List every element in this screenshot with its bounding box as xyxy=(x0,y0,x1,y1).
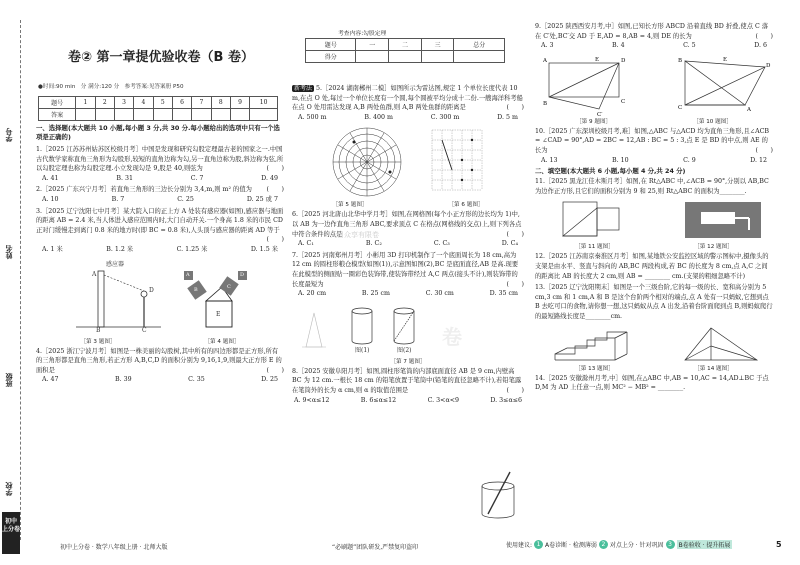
option-c[interactable]: C. 1.25 米 xyxy=(176,245,208,253)
svg-text:B: B xyxy=(678,57,683,64)
score-head: 一 xyxy=(356,39,389,51)
figure-14-triangle xyxy=(535,324,773,364)
figure-3-point-b: B xyxy=(96,326,101,334)
figure-14-caption: ［第 14 题图］ xyxy=(694,365,733,372)
option-a[interactable]: A. 20 cm xyxy=(298,290,327,298)
option-b[interactable]: B. 1.2 米 xyxy=(106,245,134,253)
answer-grid-label-num: 题号 xyxy=(39,97,76,109)
option-a[interactable]: A. C₁ xyxy=(298,240,314,248)
step-2-badge: 2 xyxy=(599,540,608,549)
figure-3-point-c: C xyxy=(142,326,147,334)
option-b[interactable]: B. 400 m xyxy=(364,113,393,121)
figure-8-pencil-cup xyxy=(470,470,530,520)
option-d[interactable]: D. 5 m xyxy=(497,113,518,121)
question-1-text: 1.［2025 江苏苏州姑苏区校级月考］中国是发现和研究勾股定理最古老的国家之一.中国古代数学家称直角三角形为勾股形,较短的直角边称为勾,另一直角边称为股,斜边称为弦,所以勾股定理也称为勾股定理.小立发现勾是 9,股是 40,则弦为 xyxy=(36,146,284,173)
question-6-options xyxy=(292,239,524,249)
answer-grid-num: 10 xyxy=(250,97,278,109)
answer-cell[interactable] xyxy=(192,109,211,121)
option-c[interactable]: C. 7 xyxy=(190,174,204,182)
figure-7: 图(1) 图(2) 卷 xyxy=(292,301,524,357)
logo-line-1: 初中 xyxy=(4,518,17,525)
answer-grid-num: 6 xyxy=(172,97,191,109)
answer-cell[interactable] xyxy=(95,109,114,121)
figure-13-caption: ［第 13 题图］ xyxy=(575,365,614,372)
svg-text:C′: C′ xyxy=(597,111,603,117)
question-8 xyxy=(292,367,524,405)
option-d[interactable]: D. C₄ xyxy=(501,240,518,248)
column-right xyxy=(535,22,773,393)
question-3 xyxy=(36,207,284,255)
question-10-blank[interactable]: ( ) xyxy=(755,146,773,154)
question-7 xyxy=(292,251,524,299)
question-9-blank[interactable]: ( ) xyxy=(755,32,773,40)
question-7-options xyxy=(292,289,524,299)
svg-text:A: A xyxy=(543,57,547,64)
answer-cell[interactable] xyxy=(172,109,191,121)
question-10-options xyxy=(535,156,773,166)
footer-center: “必刷题”团队研发,严禁复印盗印 xyxy=(332,544,419,551)
question-1-blank[interactable]: ( ) xyxy=(266,165,284,173)
option-b[interactable]: B. 10 xyxy=(612,156,629,164)
section-1-heading: 一、选择题(本大题共 10 小题,每小题 3 分,共 30 分.每小题给出的选项中只有一个选项是正确的) xyxy=(36,124,280,141)
answer-grid-num: 3 xyxy=(114,97,133,109)
question-13-text: 13.［2025 辽宁沈阳期末］如图是一个三级台阶,它的每一级的长、宽和高分别为 5 cm,3 cm 和 1 cm,A 和 B 是这个台阶两个相对的端点,点 A 处有一只蚂蚁,它想到点 B 去吃可口的食物,请你想一想,这只蚂蚁从点 A 出发,沿着台阶面爬到点 B,则蚂蚁爬行的最短路线长度是________cm. xyxy=(535,284,773,320)
margin-label-school: 学校 xyxy=(5,482,13,496)
step-1-badge: 1 xyxy=(534,540,543,549)
question-5-badge: 新考法 xyxy=(294,85,313,92)
column-middle xyxy=(292,84,524,405)
option-c[interactable]: C. 3<α<9 xyxy=(427,396,459,404)
question-4-blank[interactable]: ( ) xyxy=(266,366,284,374)
question-8-text: 8.［2025 安徽阜阳月考］如图,圆柱形笔筒的内部底面直径 AB 是 9 cm,内壁高 BC 为 12 cm.一根长 18 cm 的铅笔放置于笔筒中(铅笔的直径忽略不计),若铅笔露在笔筒外的长为 α cm,则 α 的取值范围是 xyxy=(292,367,522,394)
question-7-text: 7.［2025 河南郑州月考］小彬用 3D 打印机制作了一个底面周长为 18 cm,高为 12 cm 的圆柱形粮仓模型(如图(1)),示意图如图(2),BC 是底面直径,AB 是高.现要在此模型的侧面贴一圈彩色装饰带,使装饰带经过 A,C 两点(接头不计),则装饰带的长度最短为 xyxy=(292,251,519,288)
question-14 xyxy=(535,374,773,393)
figure-4-pythagoras-tree xyxy=(36,257,284,337)
option-d[interactable]: D. 25 或 7 xyxy=(246,195,278,203)
answer-cell[interactable] xyxy=(250,109,278,121)
meta-time: ●时间:90 min xyxy=(38,84,76,90)
option-b[interactable]: B. C₂ xyxy=(365,240,382,248)
score-table xyxy=(305,38,505,63)
column-left xyxy=(36,124,284,385)
option-b[interactable]: B. 6≤α≤12 xyxy=(360,396,397,404)
question-4-options xyxy=(36,375,284,385)
question-9-options xyxy=(535,41,773,51)
question-5-blank[interactable]: ( ) xyxy=(506,104,524,112)
figures-9-10-captions xyxy=(535,117,773,125)
margin-label-name: 姓名 xyxy=(5,245,13,259)
question-6-text: 6.［2025 河北唐山北华中学月考］如图,在网格图(每个小正方形的边长均为 1)中,以 AB 为一边作直角三角形 ABC,要求顶点 C 在格点(网格线的交点)上,则下列各点中符合条件的点是 xyxy=(292,211,522,238)
question-3-blank[interactable]: ( ) xyxy=(266,236,284,244)
figure-12-camera-sign xyxy=(535,198,773,242)
option-d[interactable]: D. 6 xyxy=(754,42,767,50)
option-d[interactable]: D. 3≤α≤6 xyxy=(490,396,522,404)
score-cell[interactable] xyxy=(454,51,505,63)
answer-cell[interactable] xyxy=(114,109,133,121)
figures-5-6 xyxy=(292,124,524,200)
question-4 xyxy=(36,347,284,385)
svg-text:A: A xyxy=(747,106,751,113)
score-head: 二 xyxy=(389,39,422,51)
score-caption: 考查内容:勾股定理 xyxy=(338,31,387,37)
svg-text:C: C xyxy=(621,98,626,105)
figure-12-caption: ［第 12 题图］ xyxy=(694,244,733,251)
option-a[interactable]: A. 500 m xyxy=(298,113,327,121)
answer-grid-num: 5 xyxy=(153,97,172,109)
option-c[interactable]: C. 30 cm xyxy=(425,290,454,298)
option-d[interactable]: D. 1.5 米 xyxy=(250,245,278,253)
figures-11-12 xyxy=(535,198,773,242)
svg-text:C: C xyxy=(678,104,683,111)
question-3-text: 3.［2025 辽宁沈阳七中月考］某大院入口的正上方 A 处装有感应器(如图),感应器与地面的距离 AB = 2.4 米,当人体进入感应范围内时,大门自动开关.一个身高 1.8 米的市民 CD 正对门缓慢走到离门 0.8 米的地方时(即 BC = 0.8 米),人头顶与感应器的距离 AD 等于 xyxy=(36,207,284,234)
step-2-label: 对点上分 · 针对巩固 xyxy=(609,542,664,549)
figures-13-14 xyxy=(535,324,773,364)
option-a[interactable]: A. 1 米 xyxy=(42,245,63,253)
page-title: 卷② 第一章提优验收卷（B 卷） xyxy=(68,50,254,65)
binding-margin xyxy=(0,0,30,565)
question-2 xyxy=(36,185,284,204)
question-12-text: 12.［2025 江苏南京秦淮区月考］如图,某地铁公安监控区域的警示图标中,摄像头的支架是由水平、竖直与斜向的 AB,BC 两段构成,若 BC 的长度为 8 cm,点 A,C 之间的距离比 AB 的长度大 2 cm,则 AB = ________ cm.(支架的粗细忽略不计) xyxy=(535,253,769,280)
section-2-heading: 二、填空题(本大题共 6 小题,每小题 4 分,共 24 分) xyxy=(535,167,686,176)
figure-10-triangles xyxy=(535,53,773,117)
option-b[interactable]: B. 7 xyxy=(111,195,125,203)
answer-grid-num: 1 xyxy=(76,97,95,109)
question-1 xyxy=(36,145,284,183)
question-1-options xyxy=(36,174,284,184)
exam-meta xyxy=(38,82,184,90)
question-13 xyxy=(535,283,773,321)
question-5-options xyxy=(292,113,524,123)
question-5 xyxy=(292,84,524,122)
figure-3-point-a: A xyxy=(92,270,97,278)
svg-text:B: B xyxy=(543,100,548,107)
figure-9-caption: ［第 9 题图］ xyxy=(576,118,612,125)
score-head: 三 xyxy=(421,39,454,51)
figures-9-10 xyxy=(535,53,773,117)
margin-label-class: 班级 xyxy=(5,373,13,387)
figure-4-caption: ［第 4 题图］ xyxy=(204,338,240,345)
question-7-blank[interactable]: ( ) xyxy=(506,280,524,288)
score-cell[interactable] xyxy=(356,51,389,63)
question-10-text: 10.［2025 广东深圳校级月考,难］如图,△ABC 与△ACD 均为直角三角形,且∠ACB = ∠CAD = 90°,AD = 2BC = 12,AB : BC = 5 : 3,点 E 是 BD 的中点,则 AE 的长为 xyxy=(535,127,770,154)
option-a[interactable]: A. 41 xyxy=(42,174,59,182)
meta-score: 分 满分:120 分 xyxy=(80,84,120,90)
figures-13-14-captions xyxy=(535,364,773,372)
question-12 xyxy=(535,252,773,281)
figure-3-caption: ［第 3 题图］ xyxy=(80,338,116,345)
option-a[interactable]: A. 3 xyxy=(541,42,554,50)
figure-6-grid xyxy=(292,124,524,200)
svg-text:E: E xyxy=(595,56,600,63)
answer-grid-label-ans: 答案 xyxy=(39,109,76,121)
figures-11-12-captions xyxy=(535,242,773,250)
option-b[interactable]: B. 4 xyxy=(612,42,625,50)
score-cell[interactable] xyxy=(389,51,422,63)
footer-left: 初中上分卷 · 数学八年级上册 · 北师大版 xyxy=(60,544,168,551)
option-a[interactable]: A. 9<α≤12 xyxy=(294,396,330,404)
question-3-options xyxy=(36,245,284,255)
svg-text:D: D xyxy=(766,62,771,69)
score-row-label: 得分 xyxy=(306,51,356,63)
figure-6-caption: ［第 6 题图］ xyxy=(448,202,484,209)
svg-text:D: D xyxy=(621,57,626,64)
margin-label-student-id: 学号 xyxy=(5,128,13,142)
option-b[interactable]: B. 31 xyxy=(116,174,133,182)
option-a[interactable]: A. 13 xyxy=(541,156,558,164)
answer-grid xyxy=(38,96,278,121)
question-2-text: 2.［2025 广东兴宁月考］若直角三角形的三边长分别为 3,4,m,则 m² 的值为 xyxy=(36,186,252,194)
score-head: 总分 xyxy=(454,39,505,51)
step-3-badge: 3 xyxy=(666,540,675,549)
step-1-label: A卷诊断 · 检测薄弱 xyxy=(545,542,597,549)
option-c[interactable]: C. 35 xyxy=(188,376,205,384)
question-5-text: 5.［2024 湖南郴州二模］如图所示为雷达图,规定 1 个单位长度代表 10 m,在点 O 处,每过一个单位长度有一个圆,每个圆被平均分成十二份.一艘海洋科考船在点 O 处用雷达发现 A,B 两处鱼群,则 A,B 两处鱼群的距离是 xyxy=(292,85,523,112)
step-3-label: B卷验收 · 提升拓展 xyxy=(678,542,731,549)
question-2-options xyxy=(36,195,284,205)
figure-3-sensor-label: 感应器 xyxy=(106,260,125,268)
footer-usage-label: 使用建议: xyxy=(506,542,533,549)
figures-5-6-captions xyxy=(292,200,524,208)
answer-grid-num: 9 xyxy=(230,97,249,109)
option-c[interactable]: C. 300 m xyxy=(430,113,460,121)
figure-3-point-d: D xyxy=(149,286,154,294)
question-6-blank[interactable]: ( ) xyxy=(506,230,524,238)
page-number: 5 xyxy=(776,540,782,549)
question-9 xyxy=(535,22,773,51)
answer-grid-num: 8 xyxy=(211,97,230,109)
cut-line xyxy=(20,20,21,540)
option-c[interactable]: C. 25 xyxy=(177,195,194,203)
meta-answer-ref: 参考答案:见答案册 P50 xyxy=(124,84,184,90)
option-a[interactable]: A. 47 xyxy=(42,376,59,384)
answer-cell[interactable] xyxy=(134,109,153,121)
option-c[interactable]: C. 9 xyxy=(683,156,696,164)
footer-usage xyxy=(506,540,732,549)
question-8-options xyxy=(292,396,524,406)
question-10 xyxy=(535,127,773,165)
figure-7-caption: ［第 7 题图］ xyxy=(390,358,426,365)
figure-5-caption: ［第 5 题图］ xyxy=(332,202,368,209)
figure-10-caption: ［第 10 题图］ xyxy=(693,118,732,125)
answer-cell[interactable] xyxy=(211,109,230,121)
question-2-blank[interactable]: ( ) xyxy=(266,186,284,194)
answer-cell[interactable] xyxy=(153,109,172,121)
question-6 xyxy=(292,210,524,248)
option-a[interactable]: A. 10 xyxy=(42,195,59,203)
figures-3-4: 感应器 A D B C A D B C E xyxy=(36,257,284,337)
figure-7-sub-1: 图(1) xyxy=(355,346,370,354)
answer-grid-num: 4 xyxy=(134,97,153,109)
answer-grid-num: 7 xyxy=(192,97,211,109)
brand-logo xyxy=(2,512,20,554)
option-d[interactable]: D. 12 xyxy=(750,156,767,164)
option-d[interactable]: D. 25 xyxy=(261,376,278,384)
question-9-text: 9.［2025 陕西西安月考,中］如图,已知长方形 ABCD 沿着直线 BD 折叠,使点 C 落在 C′处,BC′交 AD 于 E,AD = 8,AB = 4,则 DE 的长为 xyxy=(535,23,769,40)
option-d[interactable]: D. 35 cm xyxy=(489,290,518,298)
option-b[interactable]: B. 39 xyxy=(115,376,132,384)
logo-line-2: 上分卷 xyxy=(2,526,21,533)
question-8-blank[interactable]: ( ) xyxy=(506,386,524,394)
svg-text:E: E xyxy=(723,56,728,63)
option-d[interactable]: D. 49 xyxy=(261,174,278,182)
option-c[interactable]: C. C₃ xyxy=(433,240,450,248)
option-b[interactable]: B. 25 cm xyxy=(361,290,390,298)
score-cell[interactable] xyxy=(421,51,454,63)
answer-cell[interactable] xyxy=(76,109,95,121)
question-11-text: 11.［2025 黑龙江佳木斯月考］如图,在 Rt△ABC 中,∠ACB = 90°,分别以 AB,BC 为边作正方形,且它们的面积分别为 9 和 25,则 Rt△ABC 的面积为________. xyxy=(535,178,769,195)
question-4-text: 4.［2025 浙江宁波月考］如图是一株美丽的勾股树,其中所有的四边形都是正方形,所有的三角形都是直角三角形,若正方形 A,B,C,D 的面积分别为 9,16,1,9,则最大正方形 E 的面积是 xyxy=(36,347,282,374)
question-11 xyxy=(535,177,773,196)
score-head: 题号 xyxy=(306,39,356,51)
answer-grid-num: 2 xyxy=(95,97,114,109)
option-c[interactable]: C. 5 xyxy=(683,42,696,50)
answer-cell[interactable] xyxy=(230,109,249,121)
watermark: 天目众享有限卷 xyxy=(330,231,379,239)
figures-3-4-captions xyxy=(36,337,284,345)
figure-7-sub-2: 图(2) xyxy=(397,346,412,354)
question-14-text: 14.［2025 安徽滁州月考,中］如图,在△ABC 中,AB = 10,AC = 14,AD⊥BC 于点 D,M 为 AD 上任意一点,则 MC² − MB² = ________. xyxy=(535,374,769,392)
figure-11-caption: ［第 11 题图］ xyxy=(575,244,614,251)
